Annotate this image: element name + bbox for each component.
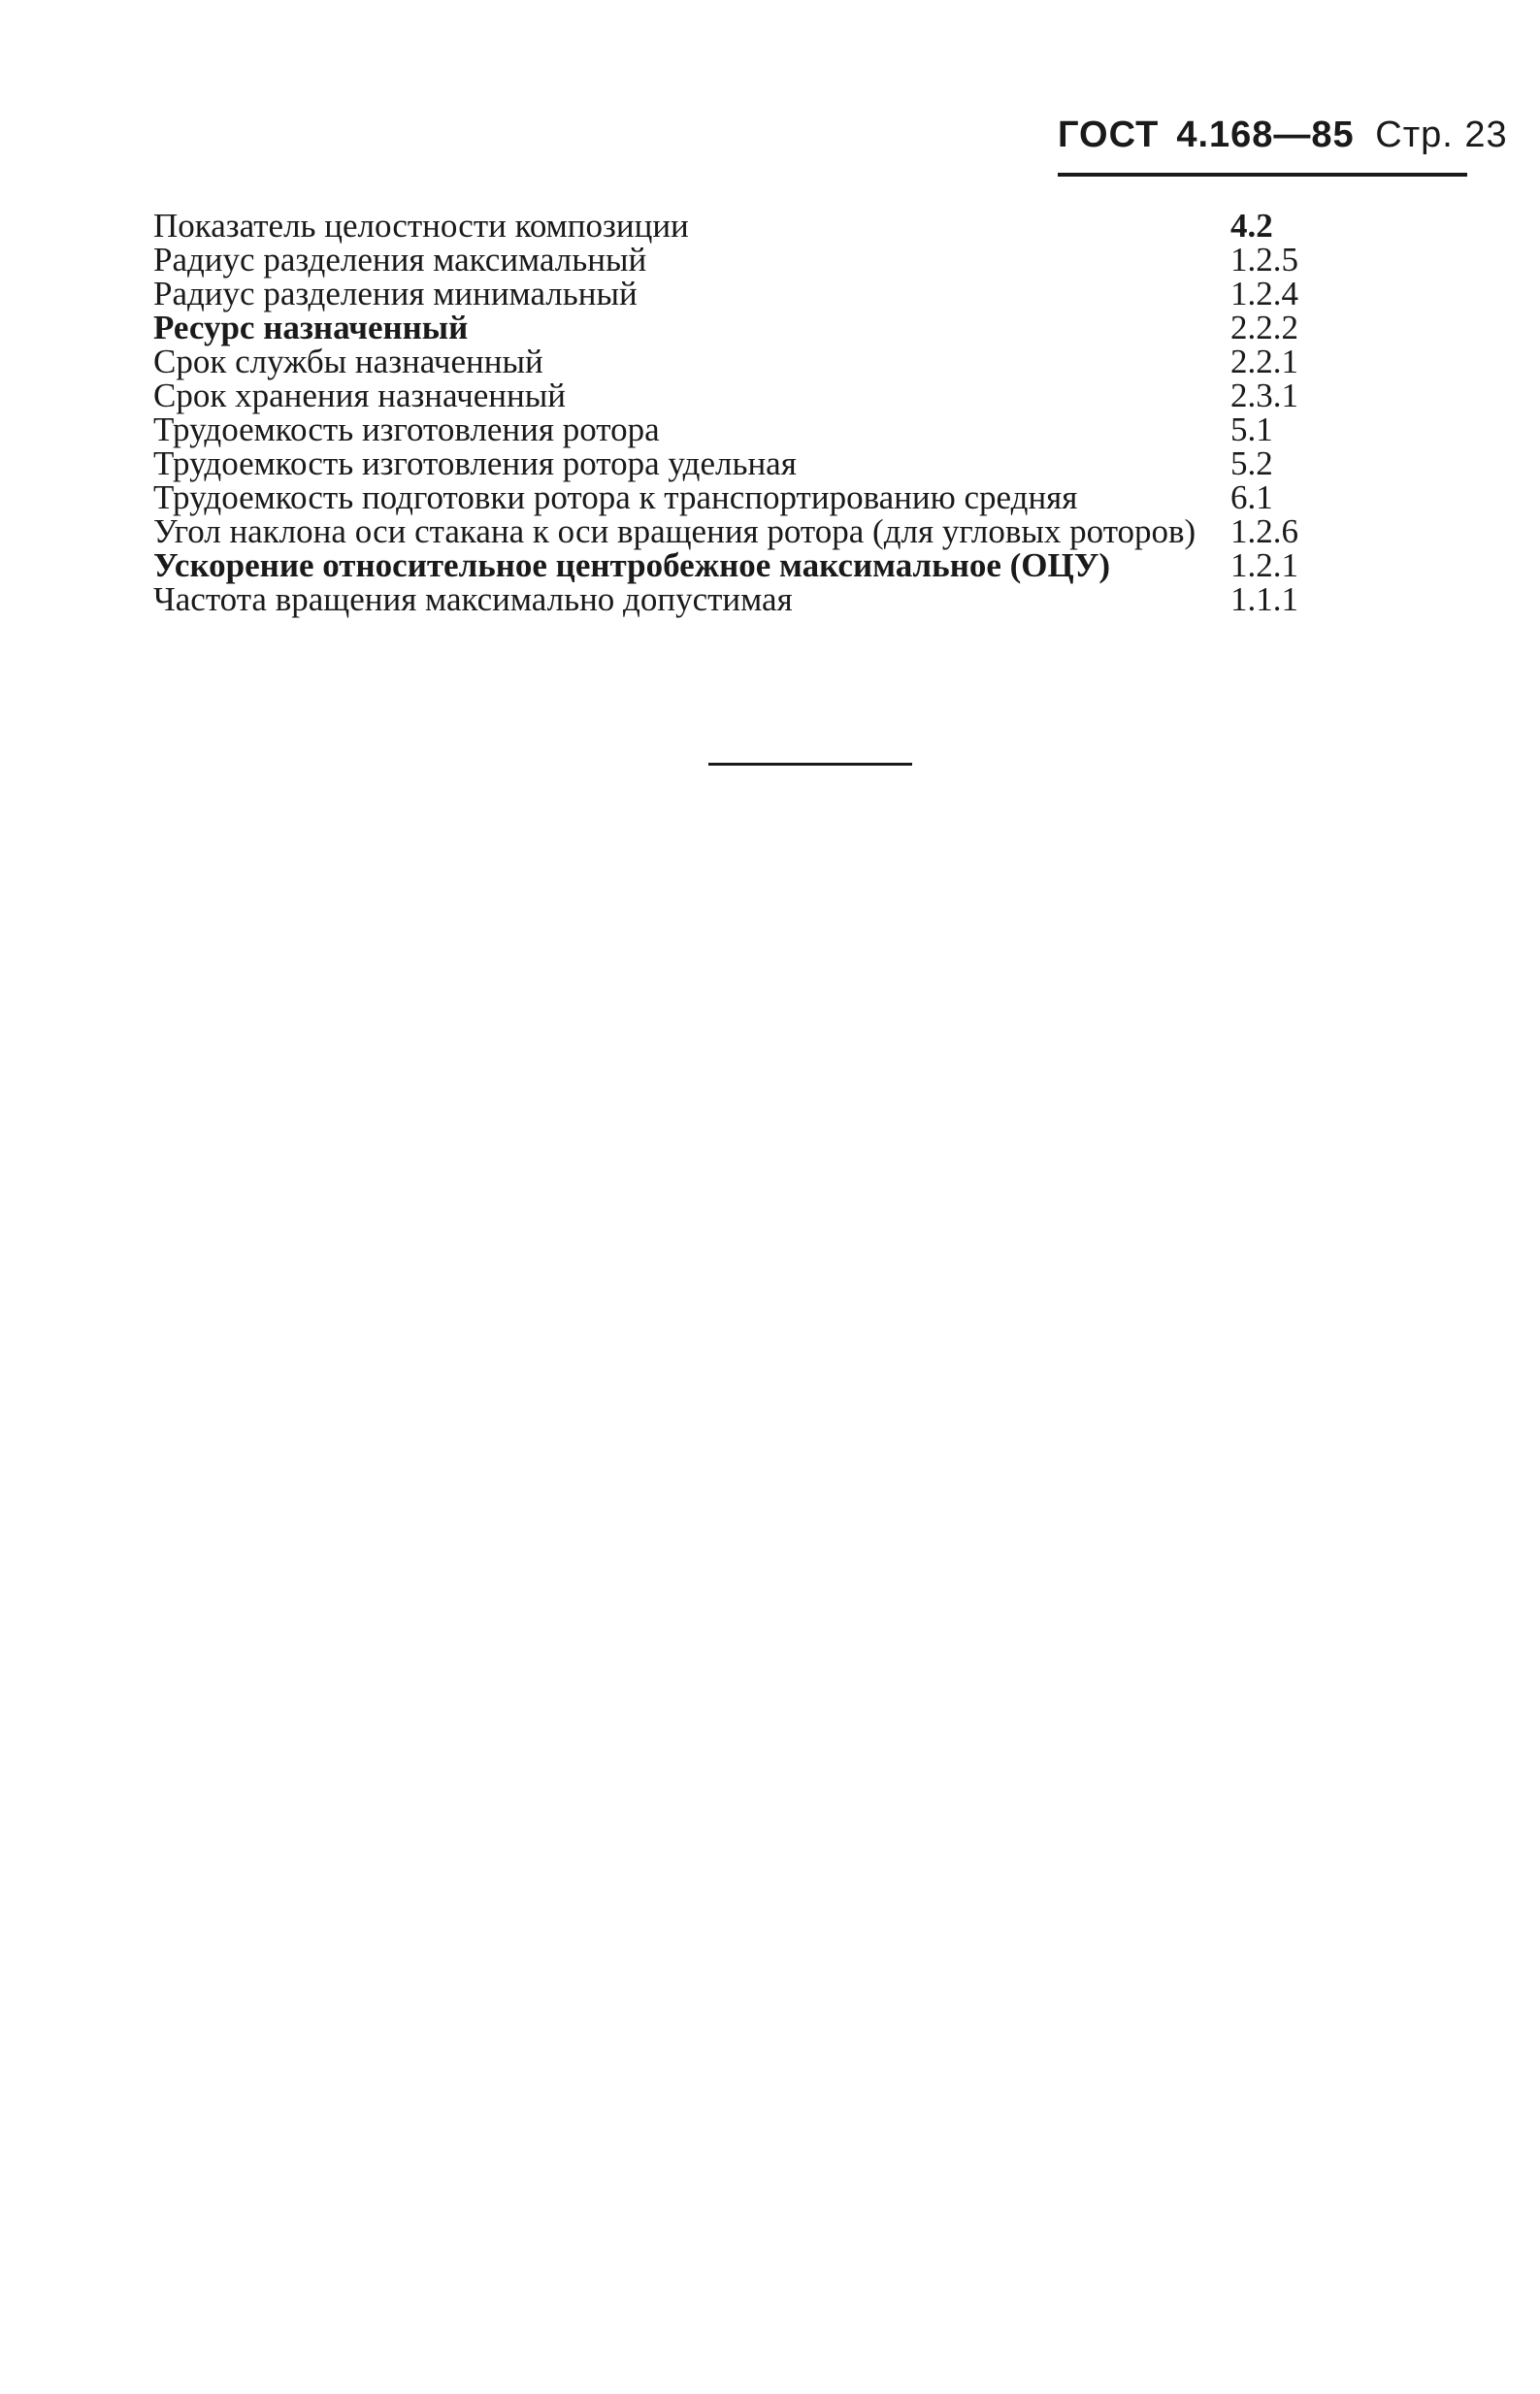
index-entry bbox=[153, 446, 1357, 480]
end-rule bbox=[708, 763, 912, 766]
index-entry bbox=[153, 582, 1357, 616]
index-reference: 1.2.6 bbox=[1230, 512, 1298, 550]
index-entry bbox=[153, 277, 1357, 311]
index-entry bbox=[153, 378, 1357, 412]
index-term: Трудоемкость изготовления ротора bbox=[153, 410, 660, 448]
index-term: Угол наклона оси стакана к оси вращения ротора (для угловых роторов) bbox=[153, 512, 1196, 550]
page-header bbox=[1058, 115, 1508, 156]
index-reference: 1.2.5 bbox=[1230, 241, 1298, 279]
index-term: Радиус разделения максимальный bbox=[153, 241, 647, 279]
index-term: Трудоемкость подготовки ротора к транспортированию средняя bbox=[153, 478, 1078, 516]
index-entry bbox=[153, 344, 1357, 378]
index-entry bbox=[153, 548, 1357, 582]
header-rule bbox=[1058, 173, 1467, 177]
index-reference: 5.2 bbox=[1230, 444, 1273, 482]
index-reference: 6.1 bbox=[1230, 478, 1273, 516]
index-reference: 1.2.4 bbox=[1230, 275, 1298, 312]
index-term: Срок службы назначенный bbox=[153, 343, 543, 380]
index-term: Трудоемкость изготовления ротора удельная bbox=[153, 444, 797, 482]
index-reference: 2.3.1 bbox=[1230, 377, 1298, 414]
index-term: Срок хранения назначенный bbox=[153, 377, 567, 414]
index-entry bbox=[153, 243, 1357, 277]
index-entry bbox=[153, 480, 1357, 514]
index-entry bbox=[153, 412, 1357, 446]
index-reference: 1.1.1 bbox=[1230, 580, 1298, 618]
index-reference: 2.2.2 bbox=[1230, 309, 1298, 346]
index-reference: 5.1 bbox=[1230, 410, 1273, 448]
page-number: Стр. 23 bbox=[1375, 115, 1508, 155]
index-entry bbox=[153, 311, 1357, 344]
index-reference: 1.2.1 bbox=[1230, 546, 1298, 584]
index-entry bbox=[153, 514, 1357, 548]
index-reference: 2.2.1 bbox=[1230, 343, 1298, 380]
index-term: Частота вращения максимально допустимая bbox=[153, 580, 793, 618]
standard-number: 4.168—85 bbox=[1176, 115, 1355, 155]
index-entry bbox=[153, 209, 1357, 243]
index-term: Радиус разделения минимальный bbox=[153, 275, 638, 312]
index-term: Показатель целостности композиции bbox=[153, 207, 689, 245]
index-term: Ускорение относительное центробежное максимальное (ОЦУ) bbox=[153, 546, 1111, 584]
index-term: Ресурс назначенный bbox=[153, 309, 469, 346]
index-reference: 4.2 bbox=[1230, 207, 1273, 245]
standard-label: ГОСТ bbox=[1058, 115, 1160, 155]
alphabetical-index bbox=[153, 209, 1357, 616]
